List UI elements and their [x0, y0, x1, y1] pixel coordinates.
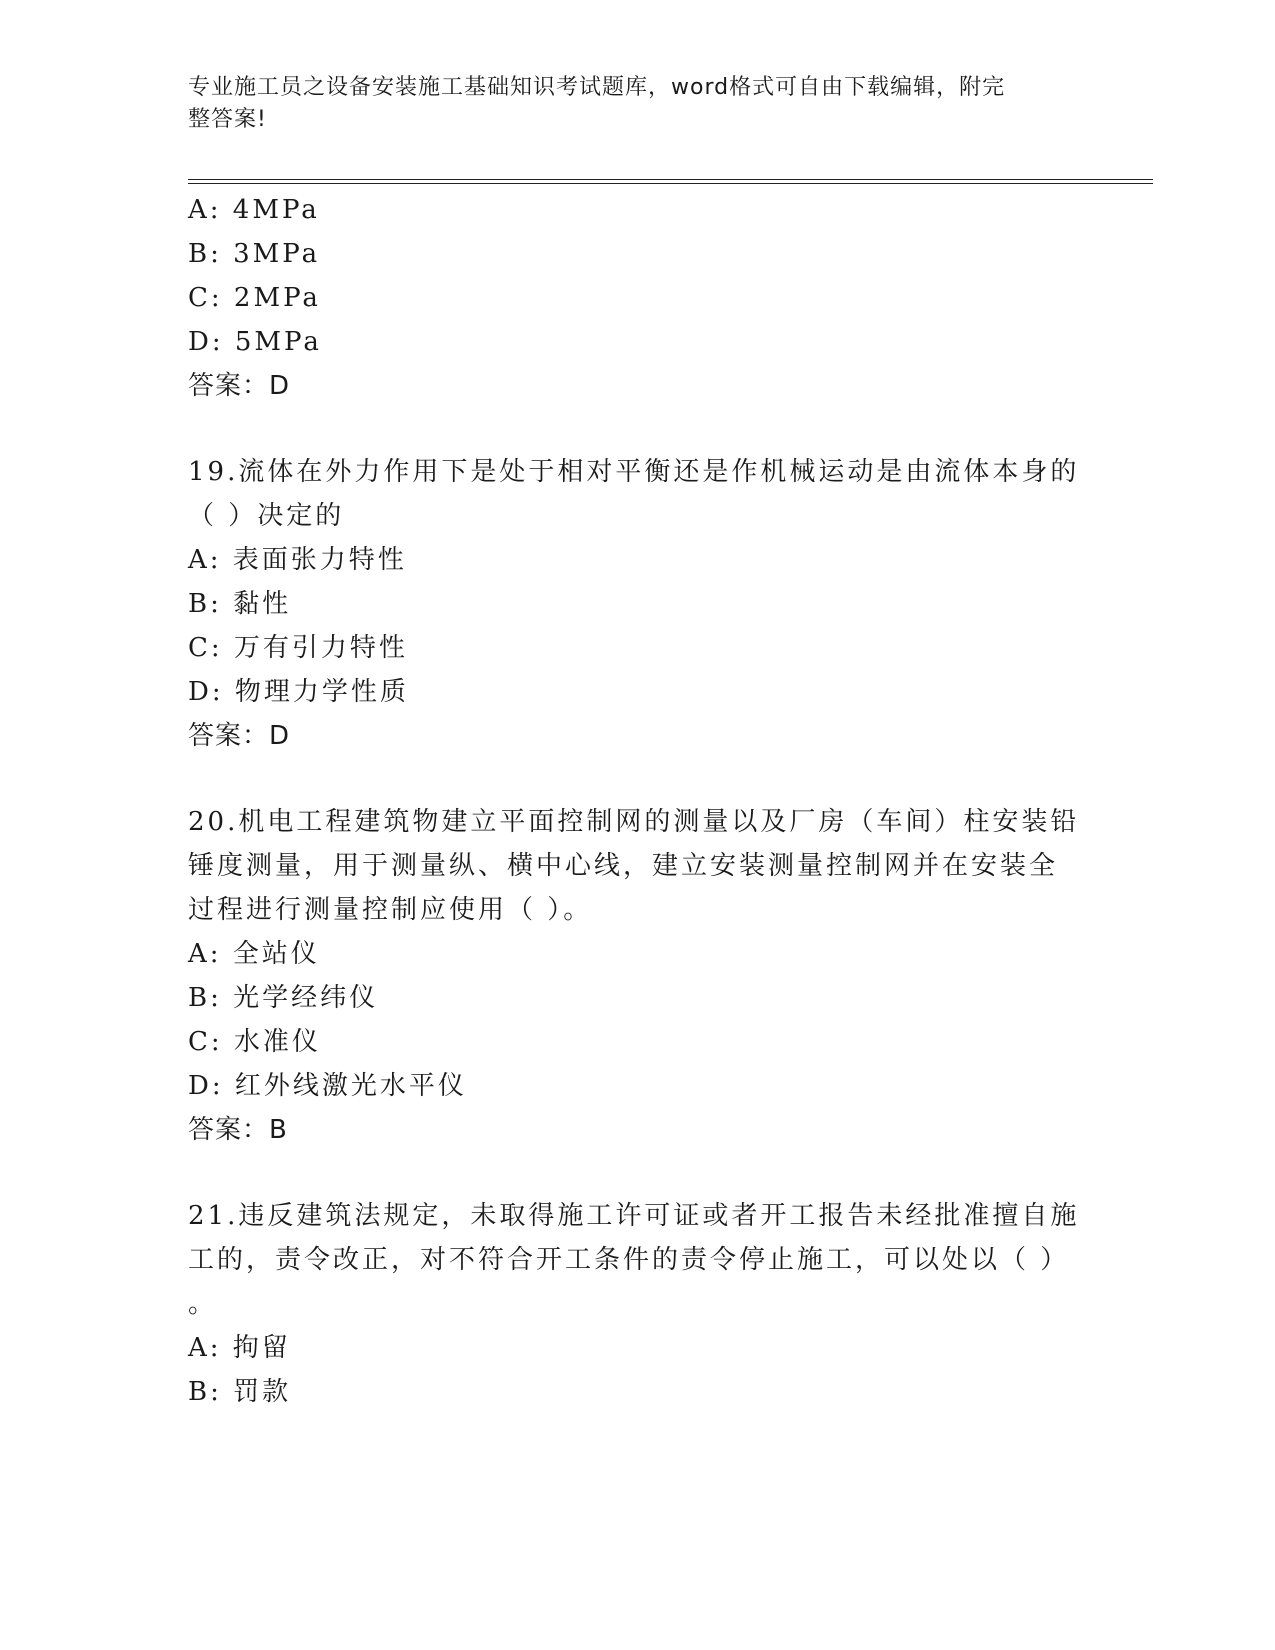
header-line-2: 整答案!	[188, 107, 267, 132]
option-d: D: 5MPa	[188, 327, 322, 357]
option-a: A: 全站仪	[188, 939, 320, 969]
option-b: B: 光学经纬仪	[188, 983, 379, 1013]
option-c: C: 万有引力特性	[188, 633, 408, 663]
option-b: B: 罚款	[188, 1377, 292, 1407]
option-a: A: 表面张力特性	[188, 545, 407, 575]
document-header	[188, 72, 1068, 136]
question-21-line-1: 21.违反建筑法规定，未取得施工许可证或者开工报告未经批准擅自施	[188, 1201, 1080, 1231]
option-d: D: 红外线激光水平仪	[188, 1071, 467, 1101]
question-20-line-3: 过程进行测量控制应使用（ ）。	[188, 895, 593, 925]
option-c: C: 水准仪	[188, 1027, 321, 1057]
option-b: B: 3MPa	[188, 239, 321, 269]
question-20-line-2: 锤度测量，用于测量纵、横中心线，建立安装测量控制网并在安装全	[188, 851, 1059, 881]
option-c: C: 2MPa	[188, 283, 321, 313]
header-divider-bottom	[188, 183, 1153, 184]
answer-text: 答案：D	[188, 721, 291, 751]
answer-text: 答案：D	[188, 371, 291, 401]
question-21-line-3: 。	[188, 1289, 218, 1319]
option-d: D: 物理力学性质	[188, 677, 409, 707]
header-divider-top	[188, 179, 1153, 180]
question-19-line-1: 19.流体在外力作用下是处于相对平衡还是作机械运动是由流体本身的	[188, 457, 1080, 487]
option-a: A: 4MPa	[188, 195, 320, 225]
question-21-line-2: 工的，责令改正，对不符合开工条件的责令停止施工，可以处以（ ）	[188, 1245, 1070, 1275]
answer-text: 答案：B	[188, 1115, 288, 1145]
question-20-line-1: 20.机电工程建筑物建立平面控制网的测量以及厂房（车间）柱安装铅	[188, 807, 1080, 837]
option-a: A: 拘留	[188, 1333, 291, 1363]
question-19-line-2: （ ）决定的	[188, 501, 345, 531]
header-line-1: 专业施工员之设备安装施工基础知识考试题库，word格式可自由下载编辑，附完	[188, 75, 1006, 100]
option-b: B: 黏性	[188, 589, 292, 619]
